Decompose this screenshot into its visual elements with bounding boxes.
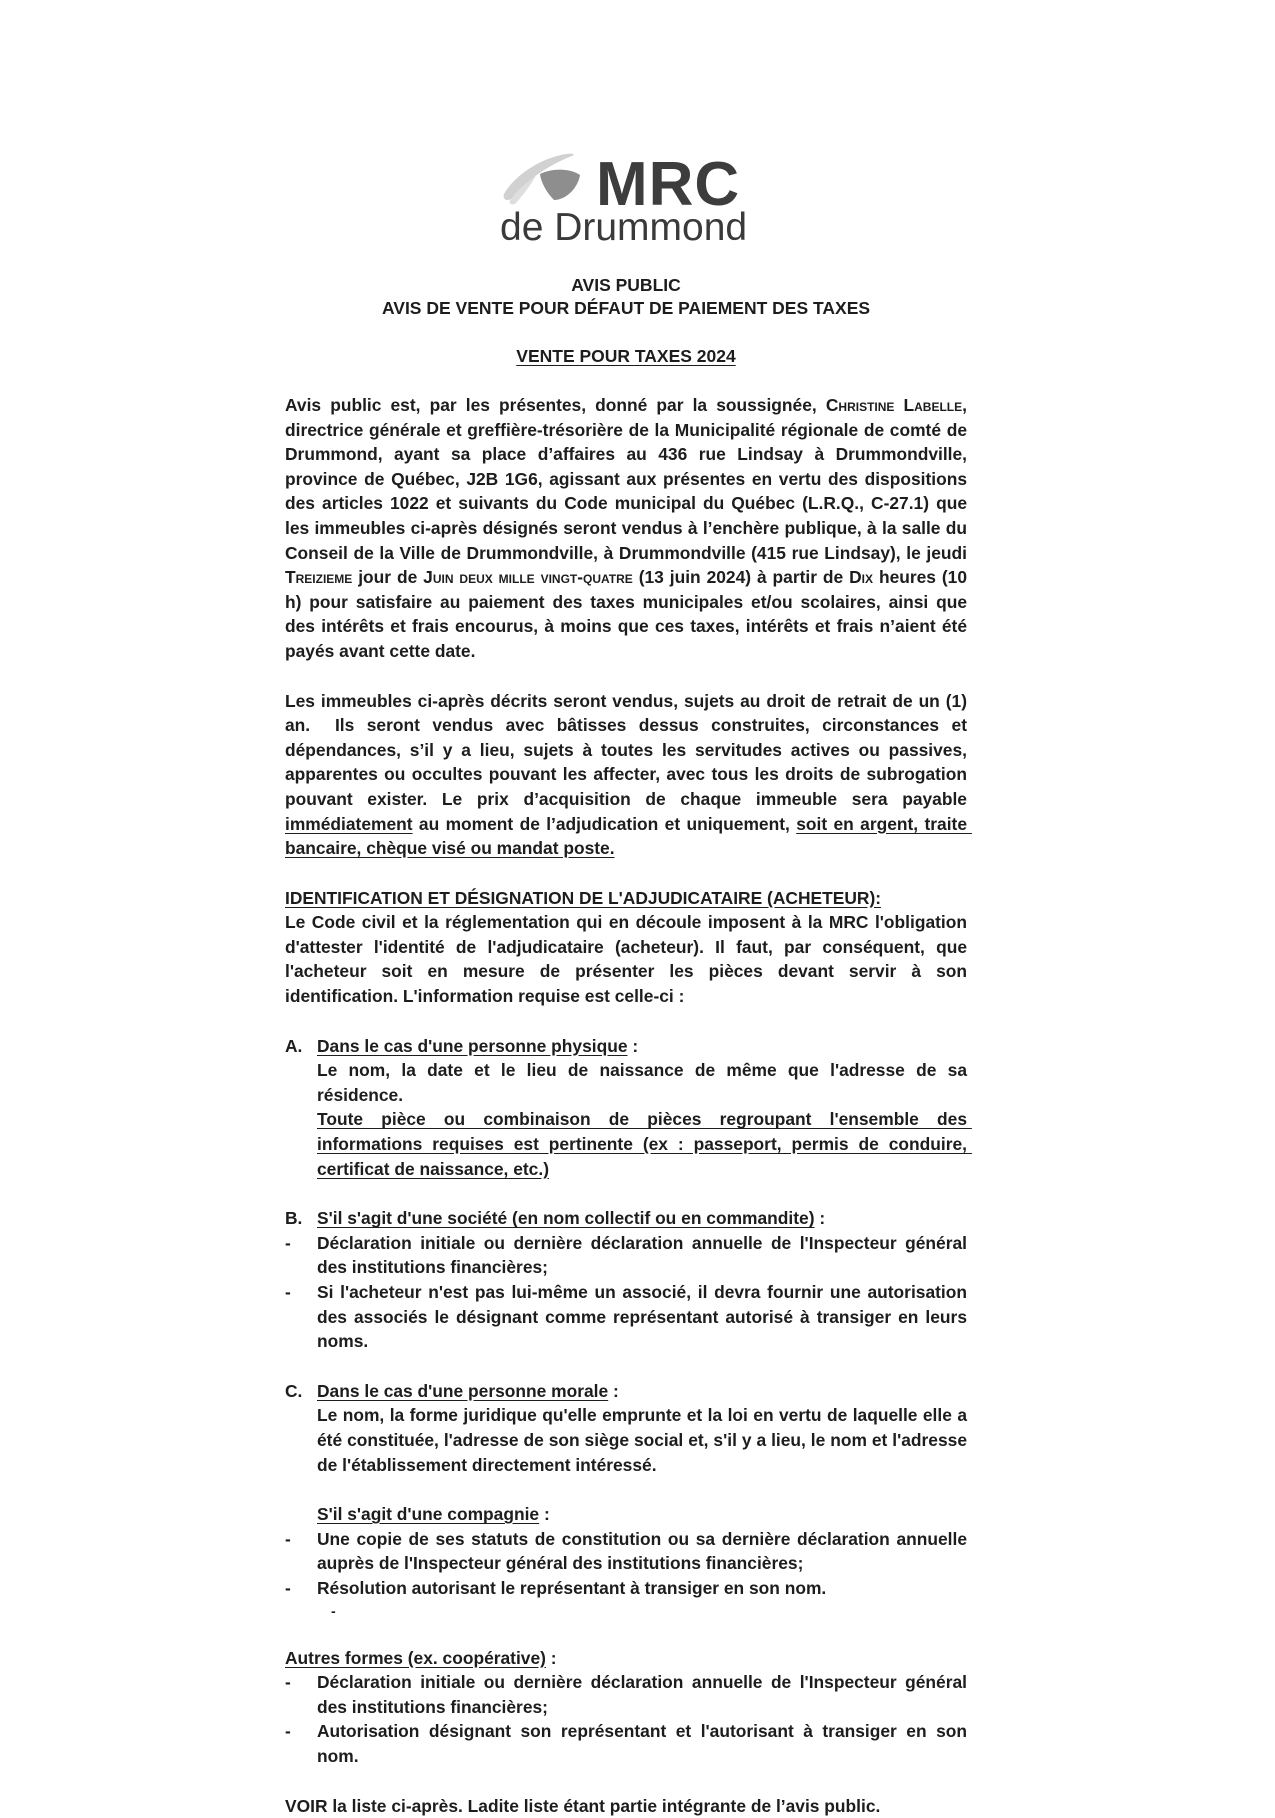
text-run: Juin deux mille vingt-quatre: [423, 567, 633, 587]
stray-dash: -: [331, 1601, 967, 1621]
text-run: :: [815, 1208, 826, 1228]
bullet-item: [285, 1527, 967, 1576]
text-run: immédiatement: [285, 814, 413, 834]
text-run: IDENTIFICATION ET DÉSIGNATION DE L'ADJUDICATAIRE (ACHETEUR):: [285, 888, 881, 908]
item-b-societe-heading: [285, 1206, 967, 1231]
text-run: Déclaration initiale ou dernière déclaration annuelle de l'Inspecteur général des institutions financières;: [317, 1672, 972, 1717]
item-a-personne-physique: [285, 1034, 967, 1182]
title-vente-pour-taxes: VENTE POUR TAXES 2024: [516, 345, 735, 368]
item-c-personne-morale: [285, 1379, 967, 1477]
text-run: Le nom, la date et le lieu de naissance de même que l'adresse de sa résidence.: [317, 1060, 972, 1105]
bullet-text: [317, 1576, 967, 1601]
item-c-personne-morale-paragraph: [317, 1403, 967, 1477]
item-label: A.: [285, 1034, 317, 1059]
item-heading-text: [317, 1206, 967, 1231]
mrc-drummond-logo: [500, 148, 752, 248]
text-run: , directrice générale et greffière-trésorière de la Municipalité régionale de comté de Drummond, ayant sa place d’affaires au 436 rue Lindsay à Drummondville, province de Québec, J2B 1G6, agissant aux présentes en vertu des dispositions des articles 1022 et suivants du Code municipal du Québec (L.R.Q., C-27.1) que les immeubles ci-après désignés seront vendus à l’enchère publique, à la salle du Conseil de la Ville de Drummondville, à Drummondville (415 rue Lindsay), le jeudi: [285, 395, 972, 563]
bullet-dash: -: [285, 1280, 317, 1354]
logo-row: [500, 148, 752, 214]
bullet-text: [317, 1670, 967, 1719]
notice-body: [285, 393, 967, 1818]
bullet-item: [285, 1719, 967, 1768]
text-run: Dans le cas d'une personne physique: [317, 1036, 628, 1056]
compagnie-bullets: [285, 1527, 967, 1601]
item-a-personne-physique-paragraph: [317, 1058, 967, 1107]
text-run: soit en argent, traite bancaire, chèque visé ou mandat poste.: [285, 814, 972, 859]
bullet-text: [317, 1527, 967, 1576]
text-run: Dix: [849, 567, 873, 587]
notice-page: [285, 148, 967, 1818]
text-run: Dans le cas d'une personne morale: [317, 1381, 608, 1401]
bullet-text: [317, 1231, 967, 1280]
item-label: B.: [285, 1206, 317, 1231]
text-run: Toute pièce ou combinaison de pièces regroupant l'ensemble des informations requises est pertinente (ex : passeport, permis de conduire, certificat de naissance, etc.): [317, 1109, 972, 1178]
title-avis-public: AVIS PUBLIC: [285, 274, 967, 297]
item-a-personne-physique-heading: [285, 1034, 967, 1059]
swoosh-leaf-icon: [500, 148, 596, 212]
text-run: heures (10 h) pour satisfaire au paiement des taxes municipales et/ou scolaires, ainsi que des intérêts et frais encourus, à moins que ces taxes, intérêts et frais n’aient été payés avant cette date.: [285, 567, 972, 661]
sale-conditions-paragraph: [285, 689, 967, 861]
item-heading-text: [317, 1034, 967, 1059]
intro-paragraph: [285, 393, 967, 664]
logo-text-de-drummond: de Drummond: [500, 208, 752, 248]
text-run: Christine Labelle: [826, 395, 962, 415]
text-run: (13 juin 2024) à partir de: [633, 567, 849, 587]
text-run: S'il s'agit d'une société (en nom collectif ou en commandite): [317, 1208, 815, 1228]
voir-liste-note: [285, 1794, 967, 1818]
text-run: Autres formes (ex. coopérative): [285, 1648, 546, 1668]
text-run: VOIR la liste ci-après. Ladite liste étant partie intégrante de l’avis public.: [285, 1796, 880, 1816]
title-avis-de-vente: AVIS DE VENTE POUR DÉFAUT DE PAIEMENT DES TAXES: [285, 297, 967, 320]
text-run: :: [628, 1036, 639, 1056]
bullet-dash: -: [285, 1231, 317, 1280]
bullet-dash: -: [285, 1527, 317, 1576]
identification-paragraph: [285, 910, 967, 1008]
item-b-societe: [285, 1206, 967, 1354]
text-run: jour de: [352, 567, 423, 587]
text-run: S'il s'agit d'une compagnie: [317, 1504, 539, 1524]
autres-formes-bullets: [285, 1670, 967, 1768]
bullet-item: [285, 1280, 967, 1354]
bullet-text: [317, 1280, 967, 1354]
text-run: Le Code civil et la réglementation qui en découle imposent à la MRC l'obligation d'attester l'identité de l'adjudicataire (acheteur). Il faut, par conséquent, que l'acheteur soit en mesure de présenter les pièces devant servir à son identification. L'information requise est celle-ci :: [285, 912, 972, 1006]
item-a-personne-physique-paragraph: [317, 1107, 967, 1181]
compagnie-heading: [317, 1502, 967, 1527]
bullet-dash: -: [285, 1670, 317, 1719]
text-run: Déclaration initiale ou dernière déclaration annuelle de l'Inspecteur général des institutions financières;: [317, 1233, 972, 1278]
identification-heading: [285, 886, 967, 911]
bullet-item: [285, 1231, 967, 1280]
bullet-text: [317, 1719, 967, 1768]
bullet-item: [285, 1576, 967, 1601]
text-run: Avis public est, par les présentes, donné par la soussignée,: [285, 395, 826, 415]
item-label: C.: [285, 1379, 317, 1404]
text-run: :: [539, 1504, 550, 1524]
text-run: Treizieme: [285, 567, 352, 587]
autres-formes-heading: [285, 1646, 967, 1671]
logo-text-mrc: MRC: [596, 156, 740, 214]
text-run: :: [546, 1648, 557, 1668]
item-heading-text: [317, 1379, 967, 1404]
text-run: :: [608, 1381, 619, 1401]
text-run: Le nom, la forme juridique qu'elle emprunte et la loi en vertu de laquelle elle a été constituée, l'adresse de son siège social et, s'il y a lieu, le nom et l'adresse de l'établissement directement intéressé.: [317, 1405, 972, 1474]
text-run: au moment de l’adjudication et uniquement,: [413, 814, 797, 834]
bullet-dash: -: [285, 1576, 317, 1601]
text-run: Les immeubles ci-après décrits seront vendus, sujets au droit de retrait de un (1) an. Ils seront vendus avec bâtisses dessus construites, circonstances et dépendances, s’il y a lieu, sujets à toutes les servitudes actives ou passives, apparentes ou occultes pouvant les affecter, avec tous les droits de subrogation pouvant exister. Le prix d’acquisition de chaque immeuble sera payable: [285, 691, 972, 809]
text-run: Résolution autorisant le représentant à transiger en son nom.: [317, 1578, 826, 1598]
title-block: [285, 274, 967, 368]
text-run: Autorisation désignant son représentant et l'autorisant à transiger en son nom.: [317, 1721, 972, 1766]
text-run: Une copie de ses statuts de constitution ou sa dernière déclaration annuelle auprès de l'Inspecteur général des institutions financières;: [317, 1529, 972, 1574]
item-c-personne-morale-heading: [285, 1379, 967, 1404]
text-run: Si l'acheteur n'est pas lui-même un associé, il devra fournir une autorisation des associés le désignant comme représentant autorisé à transiger en leurs noms.: [317, 1282, 972, 1351]
bullet-item: [285, 1670, 967, 1719]
bullet-dash: -: [285, 1719, 317, 1768]
